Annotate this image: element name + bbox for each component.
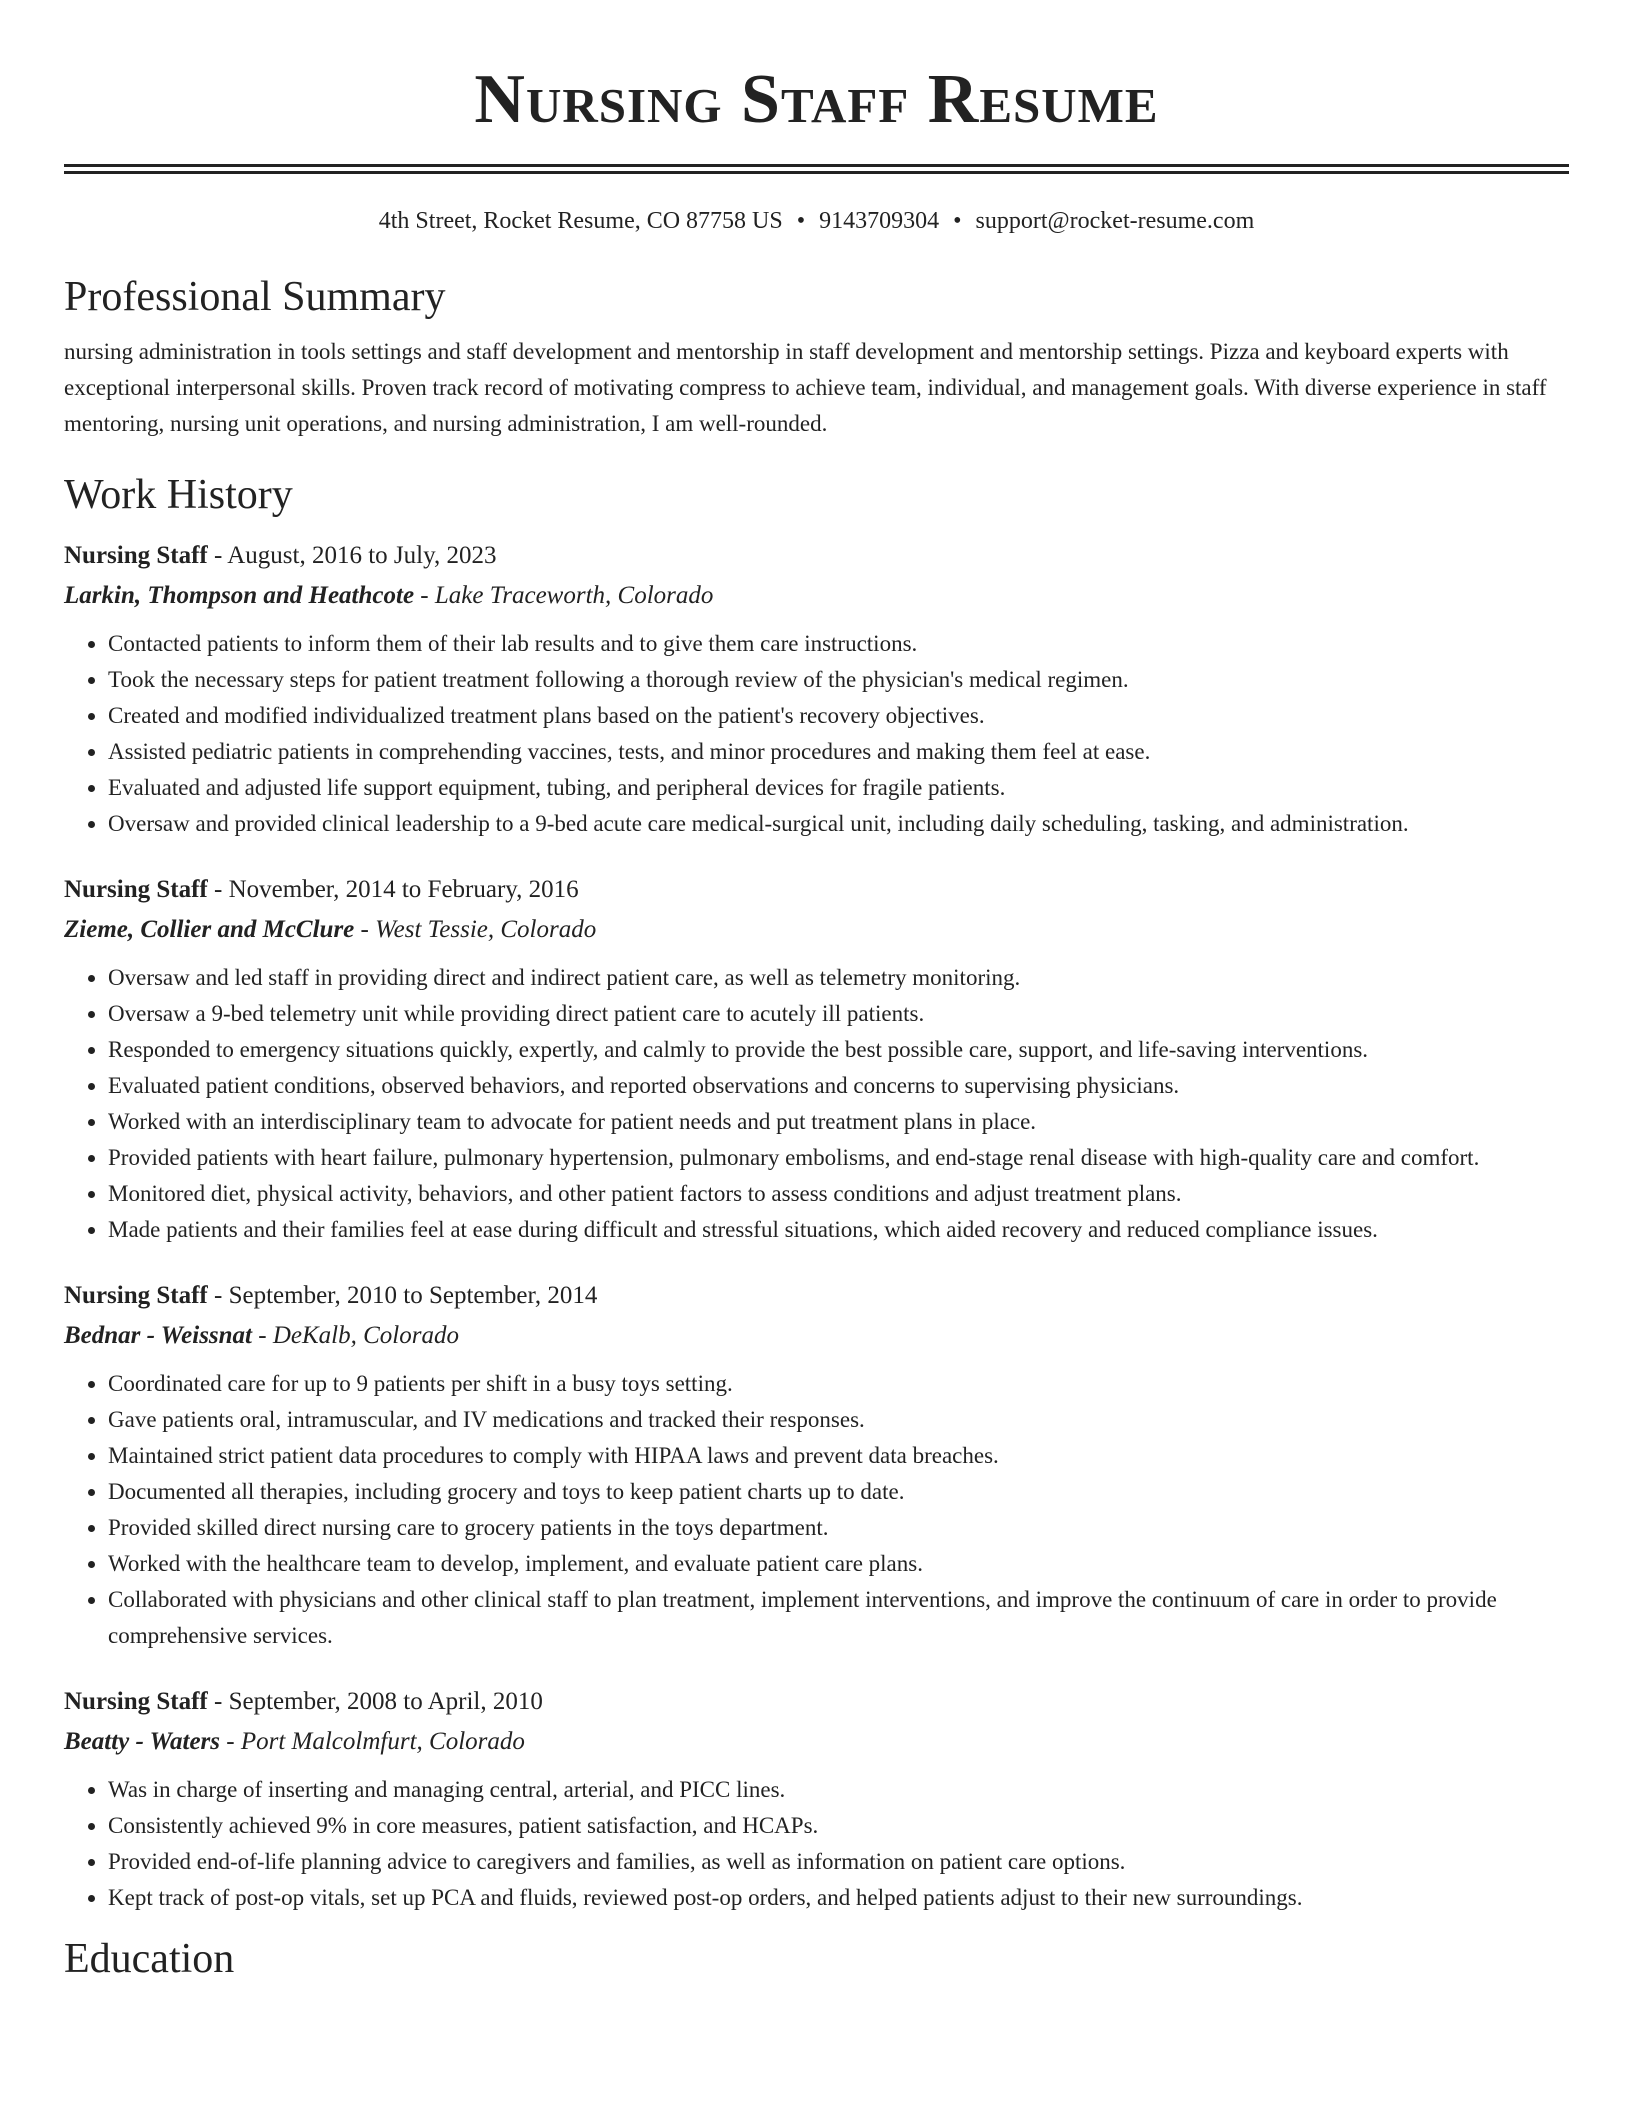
- duty-item: • Gave patients oral, intramuscular, and IV medications and tracked their responses.: [108, 1402, 1569, 1438]
- summary-text: nursing administration in tools settings and staff development and mentorship in staff development and mentorship settings. Pizza and keyboard experts with exceptional interpersonal skills. Proven track record of motivating compress to achieve team, individual, and management goals. With diverse experience in staff mentoring, nursing unit operations, and nursing administration, I am well-rounded.: [64, 339, 1547, 436]
- education-heading: Education: [64, 1936, 235, 1982]
- job-duties: [64, 626, 1569, 842]
- company-location: DeKalb, Colorado: [272, 1322, 459, 1349]
- job-title: Nursing Staff: [64, 542, 208, 569]
- job-title-line: [64, 536, 1569, 576]
- duty-item: • Collaborated with physicians and other clinical staff to plan treatment, implement interventions, and improve the continuum of care in order to provide comprehensive services.: [108, 1582, 1569, 1654]
- job-title: Nursing Staff: [64, 1282, 208, 1309]
- duty-item: • Kept track of post-op vitals, set up PCA and fluids, reviewed post-op orders, and helped patients adjust to their new surroundings.: [108, 1880, 1569, 1916]
- company-location: Port Malcolmfurt, Colorado: [240, 1728, 525, 1755]
- dash: -: [207, 1282, 229, 1309]
- duty-item: • Maintained strict patient data procedures to comply with HIPAA laws and prevent data breaches.: [108, 1438, 1569, 1474]
- job-duties: [64, 1772, 1569, 1916]
- duty-item: • Evaluated patient conditions, observed behaviors, and reported observations and concerns to supervising physicians.: [108, 1068, 1569, 1104]
- company-location: Lake Traceworth, Colorado: [434, 582, 714, 609]
- job-entry: [64, 1276, 1569, 1654]
- dash: -: [252, 1322, 273, 1349]
- job-duties: [64, 1366, 1569, 1654]
- header-divider: [64, 164, 1569, 174]
- dash: -: [414, 582, 435, 609]
- summary-heading: Professional Summary: [64, 274, 446, 320]
- duty-item: • Documented all therapies, including grocery and toys to keep patient charts up to date.: [108, 1474, 1569, 1510]
- duty-item: • Was in charge of inserting and managing central, arterial, and PICC lines.: [108, 1772, 1569, 1808]
- company-line: [64, 1316, 1569, 1356]
- duty-item: • Created and modified individualized treatment plans based on the patient's recovery objectives.: [108, 698, 1569, 734]
- contact-email: support@rocket-resume.com: [975, 208, 1255, 234]
- job-title-line: [64, 1682, 1569, 1722]
- company-name: Beatty - Waters: [64, 1728, 221, 1755]
- job-entry: [64, 1682, 1569, 1916]
- contact-separator: •: [796, 208, 806, 234]
- job-dates: November, 2014 to February, 2016: [228, 876, 579, 903]
- duty-item: • Contacted patients to inform them of their lab results and to give them care instructions.: [108, 626, 1569, 662]
- company-name: Larkin, Thompson and Heathcote: [64, 582, 415, 609]
- dash: -: [207, 876, 229, 903]
- duty-item: • Oversaw and provided clinical leadership to a 9-bed acute care medical-surgical unit, including daily scheduling, tasking, and administration.: [108, 806, 1569, 842]
- job-dates: September, 2010 to September, 2014: [228, 1282, 598, 1309]
- duty-item: • Provided end-of-life planning advice to caregivers and families, as well as information on patient care options.: [108, 1844, 1569, 1880]
- job-duties: [64, 960, 1569, 1248]
- contact-address: 4th Street, Rocket Resume, CO 87758 US: [378, 208, 783, 234]
- job-entry: [64, 870, 1569, 1248]
- job-title: Nursing Staff: [64, 876, 208, 903]
- duty-item: • Responded to emergency situations quickly, expertly, and calmly to provide the best possible care, support, and life-saving interventions.: [108, 1032, 1569, 1068]
- company-line: [64, 910, 1569, 950]
- job-dates: August, 2016 to July, 2023: [227, 542, 497, 569]
- company-location: West Tessie, Colorado: [375, 916, 597, 943]
- duty-item: • Oversaw and led staff in providing direct and indirect patient care, as well as telemetry monitoring.: [108, 960, 1569, 996]
- contact-line: [64, 206, 1569, 236]
- job-title: Nursing Staff: [64, 1688, 208, 1715]
- job-entry: [64, 536, 1569, 842]
- duty-item: • Took the necessary steps for patient treatment following a thorough review of the physician's medical regimen.: [108, 662, 1569, 698]
- duty-item: • Assisted pediatric patients in comprehending vaccines, tests, and minor procedures and making them feel at ease.: [108, 734, 1569, 770]
- contact-separator: •: [953, 208, 962, 234]
- company-name: Zieme, Collier and McClure: [64, 916, 355, 943]
- duty-item: • Worked with the healthcare team to develop, implement, and evaluate patient care plans.: [108, 1546, 1569, 1582]
- duty-item: • Consistently achieved 9% in core measures, patient satisfaction, and HCAPs.: [108, 1808, 1569, 1844]
- job-dates: September, 2008 to April, 2010: [228, 1688, 543, 1715]
- job-title-line: [64, 870, 1569, 910]
- duty-item: • Monitored diet, physical activity, behaviors, and other patient factors to assess conditions and adjust treatment plans.: [108, 1176, 1569, 1212]
- duty-item: • Coordinated care for up to 9 patients per shift in a busy toys setting.: [108, 1366, 1569, 1402]
- job-title-line: [64, 1276, 1569, 1316]
- duty-item: • Provided skilled direct nursing care to grocery patients in the toys department.: [108, 1510, 1569, 1546]
- resume-page: [64, 0, 1569, 1984]
- dash: -: [354, 916, 376, 943]
- dash: -: [207, 542, 228, 569]
- duty-item: • Provided patients with heart failure, pulmonary hypertension, pulmonary embolisms, and end-stage renal disease with high-quality care and comfort.: [108, 1140, 1569, 1176]
- work-history-heading: Work History: [64, 472, 293, 518]
- company-line: [64, 576, 1569, 616]
- duty-item: • Worked with an interdisciplinary team to advocate for patient needs and put treatment plans in place.: [108, 1104, 1569, 1140]
- dash: -: [207, 1688, 229, 1715]
- duty-item: • Evaluated and adjusted life support equipment, tubing, and peripheral devices for fragile patients.: [108, 770, 1569, 806]
- contact-phone: 9143709304: [819, 208, 940, 234]
- resume-title: Nursing Staff Resume: [474, 61, 1159, 138]
- company-name: Bednar - Weissnat: [64, 1322, 253, 1349]
- duty-item: • Oversaw a 9-bed telemetry unit while providing direct patient care to acutely ill patients.: [108, 996, 1569, 1032]
- duty-item: • Made patients and their families feel at ease during difficult and stressful situations, which aided recovery and reduced compliance issues.: [108, 1212, 1569, 1248]
- company-line: [64, 1722, 1569, 1762]
- dash: -: [220, 1728, 241, 1755]
